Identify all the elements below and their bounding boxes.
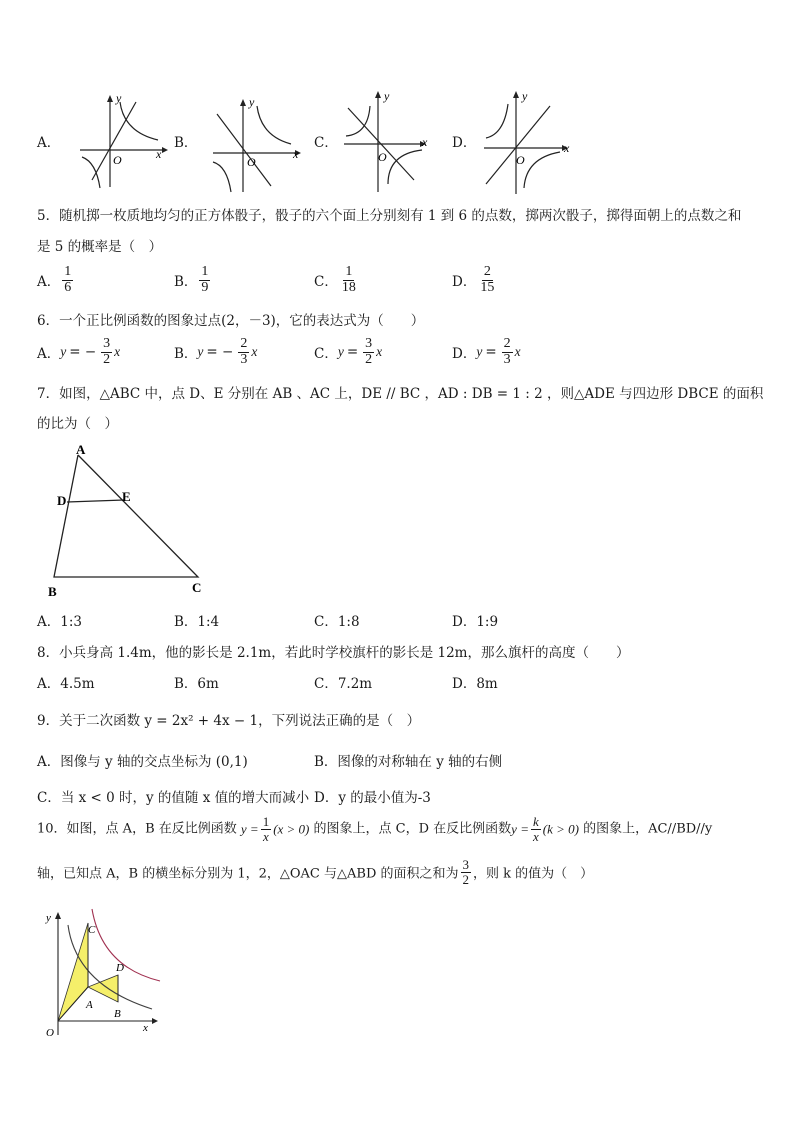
lhs: y [197, 344, 204, 360]
variable: x [376, 344, 383, 360]
x-axis-label: x [156, 147, 162, 161]
numerator: 1 [64, 264, 72, 279]
condition: (x > 0) [273, 821, 310, 837]
q4-option-b-label: B． [174, 135, 198, 151]
variable: x [251, 344, 258, 360]
q10-stem-line1 [37, 815, 712, 843]
q7-option-b: B．1:4 [174, 614, 220, 630]
vertex-b-label: B [48, 584, 57, 599]
origin-label: O [516, 153, 525, 167]
text: 轴，已知点 A，B 的横坐标分别为 1，2，△OAC 与△ABD 的面积之和为 [37, 866, 459, 882]
denominator: 15 [480, 279, 495, 295]
curve-k-over-x [92, 909, 160, 981]
q7-triangle-figure [40, 440, 220, 602]
denominator: 2 [462, 871, 469, 887]
function-lhs: y = [240, 821, 259, 837]
point-c-label: C [88, 924, 96, 936]
option-label: A． [37, 346, 61, 363]
q8-option-b: B．6m [174, 676, 219, 692]
q5-stem-line2: 是 5 的概率是（ ） [37, 239, 163, 255]
origin-label: O [378, 150, 387, 164]
numerator: 3 [462, 857, 469, 872]
origin-label: O [113, 153, 122, 167]
option-label: B． [174, 274, 198, 291]
denominator: 18 [341, 279, 356, 295]
y-axis-label: y [46, 912, 51, 924]
q8-option-a: A．4.5m [37, 676, 95, 692]
fraction [261, 815, 272, 843]
option-label: D． [452, 274, 477, 291]
q10-stem-line2 [37, 858, 593, 886]
origin-label: O [247, 155, 256, 169]
q8-option-d: D．8m [452, 676, 498, 692]
q9-option-d: D．y 的最小值为-3 [314, 790, 431, 806]
numerator: 2 [483, 264, 491, 279]
option-label: C． [314, 274, 338, 291]
numerator: k [532, 814, 539, 829]
function-lhs: y = [511, 821, 529, 837]
q7-option-d: D．1:9 [452, 614, 499, 630]
lhs: y [476, 344, 483, 360]
variable: x [514, 344, 521, 360]
point-d-label: D [57, 493, 67, 508]
q7-stem-line1: 7．如图，△ABC 中，点 D、E 分别在 AB 、AC 上，DE // BC ，AD : DB = 1 : 2 ，则△ADE 与四边形 DBCE 的面积 [37, 386, 764, 402]
q4-option-d-label: D． [452, 135, 477, 151]
point-b-label: B [114, 1008, 121, 1020]
fraction [238, 337, 249, 367]
y-axis-label: y [384, 89, 390, 103]
denominator: 3 [503, 351, 511, 367]
q6-stem: 6．一个正比例函数的图象过点(2，－3)，它的表达式为（ ） [37, 313, 425, 329]
text: 的图象上，点 C，D 在反比例函数 [313, 821, 512, 837]
point-e-label: E [122, 489, 131, 504]
vertex-c-label: C [192, 580, 202, 595]
denominator: 3 [240, 351, 248, 367]
q6-option-c [314, 337, 382, 367]
option-label: A． [37, 274, 61, 291]
denominator: 2 [365, 351, 373, 367]
sign: = [485, 344, 497, 361]
denominator: 6 [64, 279, 72, 295]
x-axis-label: x [293, 147, 299, 161]
q5-option-d [452, 265, 498, 295]
numerator: 2 [240, 336, 248, 351]
q4-option-a-label: A． [37, 135, 61, 151]
option-label: D． [452, 346, 477, 363]
q4-graph-b [205, 96, 305, 196]
q6-option-d [452, 337, 521, 367]
text: ，则 k 的值为（ ） [473, 866, 594, 882]
x-axis-label: x [564, 141, 570, 155]
fraction [531, 815, 541, 843]
q9-stem: 9．关于二次函数 y = 2x² + 4x − 1，下列说法正确的是（ ） [37, 713, 421, 729]
option-label: B． [174, 346, 198, 363]
fraction [62, 265, 73, 295]
numerator: 1 [262, 814, 270, 829]
numerator: 3 [365, 336, 373, 351]
fraction [363, 337, 374, 367]
q5-option-c [314, 265, 360, 295]
text: 10．如图，点 A，B 在反比例函数 [37, 821, 237, 837]
numerator: 3 [103, 336, 111, 351]
fraction [461, 858, 472, 886]
q9-option-c: C．当 x < 0 时，y 的值随 x 值的增大而减小 [37, 790, 310, 806]
denominator: 2 [103, 351, 111, 367]
point-a-label: A [86, 999, 93, 1011]
option-label: C． [314, 346, 338, 363]
condition: (k > 0) [542, 821, 579, 837]
q4-option-c-label: C． [314, 135, 338, 151]
q9-option-b: B．图像的对称轴在 y 轴的右侧 [314, 754, 503, 770]
q5-option-a [37, 265, 75, 295]
q4-graph-a [70, 92, 170, 192]
q8-stem: 8．小兵身高 1.4m，他的影长是 2.1m，若此时学校旗杆的影长是 12m，那么旗杆的高度（ ） [37, 645, 630, 661]
sign: = − [206, 344, 234, 361]
q4-graph-c [340, 88, 440, 193]
denominator: x [532, 828, 539, 844]
q4-graph-d [478, 88, 578, 196]
q7-option-c: C．1:8 [314, 614, 360, 630]
vertex-a-label: A [76, 442, 86, 457]
lhs: y [337, 344, 344, 360]
variable: x [114, 344, 121, 360]
q5-option-b [174, 265, 212, 295]
point-d-label: D [116, 962, 124, 974]
x-axis-label: x [422, 135, 428, 149]
q8-option-c: C．7.2m [314, 676, 373, 692]
q7-option-a: A．1:3 [37, 614, 82, 630]
numerator: 2 [503, 336, 511, 351]
y-axis-label: y [249, 96, 255, 109]
y-axis-label: y [522, 89, 528, 103]
fraction [101, 337, 112, 367]
denominator: x [263, 828, 269, 844]
triangle-oac [58, 923, 88, 1021]
y-axis-label: y [116, 92, 122, 105]
denominator: 9 [201, 279, 209, 295]
fraction [502, 337, 513, 367]
q5-stem-line1: 5．随机掷一枚质地均匀的正方体骰子，骰子的六个面上分别刻有 1 到 6 的点数，掷两次骰子，掷得面朝上的点数之和 [37, 208, 742, 224]
q9-option-a: A．图像与 y 轴的交点坐标为 (0,1) [37, 754, 248, 770]
x-axis-label: x [143, 1022, 148, 1034]
q7-stem-line2: 的比为（ ） [37, 416, 118, 432]
q6-option-b [174, 337, 257, 367]
sign: = − [69, 344, 97, 361]
fraction [478, 265, 496, 295]
fraction [199, 265, 210, 295]
numerator: 1 [201, 264, 209, 279]
q6-option-a [37, 337, 120, 367]
sign: = [346, 344, 359, 361]
q10-figure [40, 905, 170, 1040]
triangle-abd [88, 975, 118, 1002]
origin-label: O [46, 1027, 54, 1039]
text: 的图象上，AC//BD//y [583, 821, 713, 837]
numerator: 1 [345, 264, 353, 279]
fraction [340, 265, 358, 295]
lhs: y [60, 344, 67, 360]
